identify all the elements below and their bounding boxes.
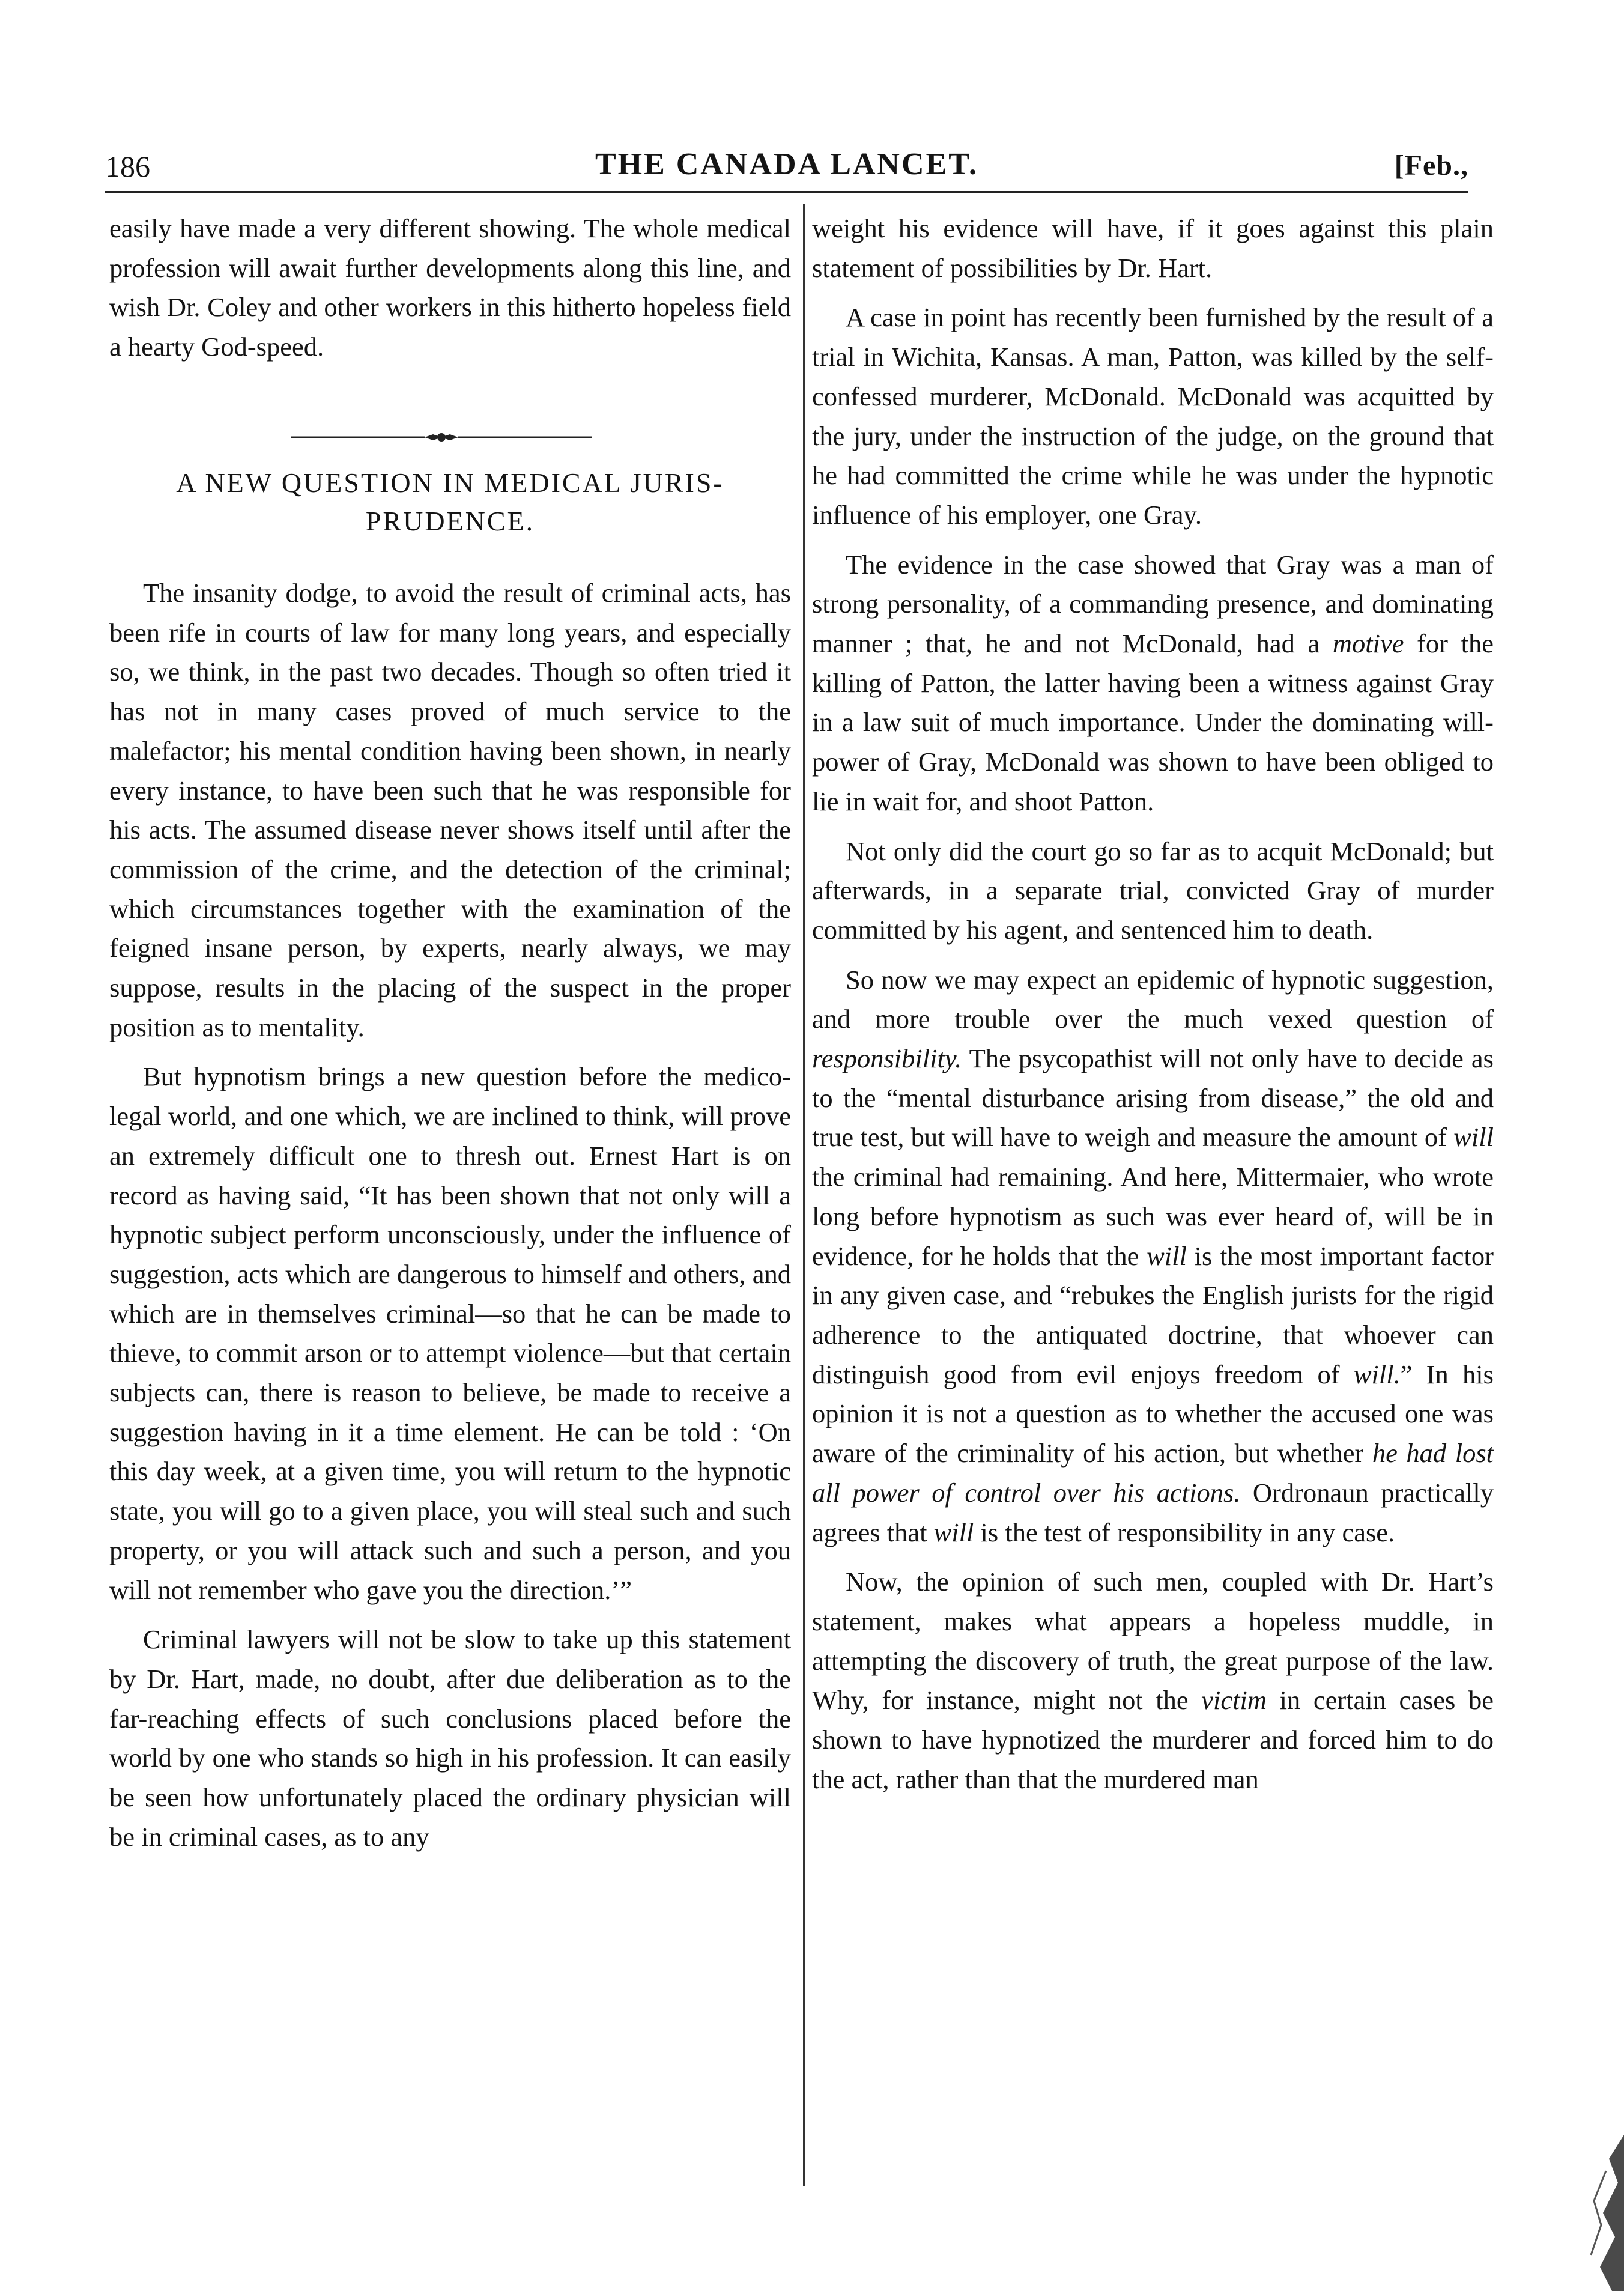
issue-month: [Feb., — [1394, 150, 1468, 181]
header-rule — [105, 191, 1468, 193]
running-header — [105, 143, 1468, 191]
paragraph-evidence-gray: The evidence in the case showed that Gray was a man of strong personality, of a commanding presence, and dominating manner ; that, he and not McDonald, had a motive for the killing of Patton, the latter having been a witness against Gray in a law suit of much importance. Under the dominating will-power of Gray, McDonald was shown to have been obliged to lie in wait for, and shoot Patton. — [812, 549, 1494, 816]
emphasis-victim: victim — [1201, 1685, 1267, 1716]
left-column-article — [109, 574, 791, 1857]
section-divider-ornament — [291, 431, 592, 443]
paragraph-wichita-case: A case in point has recently been furnished by the result of a trial in Wichita, Kansas. A man, Patton, was killed by the self-confessed murderer, McDonald. McDonald was acquitted by the jury, under the instruction of the judge, on the ground that he had committed the crime while he was under the hypnotic influence of his employer, one Gray. — [812, 302, 1494, 530]
emphasis-responsibility: responsibility. — [812, 1043, 962, 1074]
paragraph-criminal-lawyers: Criminal lawyers will not be slow to take up this statement by Dr. Hart, made, no doubt, after due deliberation as to the far-reaching effects of such conclusions placed before the world by one who stands so high in his profession. It can easily be seen how unfortunately placed the ordinary physician will be in criminal cases, as to any — [109, 1624, 791, 1852]
emphasis-will: will — [933, 1517, 974, 1547]
page-number: 186 — [105, 150, 150, 183]
paragraph-hopeless-muddle: Now, the opinion of such men, coupled with Dr. Hart’s statement, makes what appears a hopeless muddle, in attempting the discovery of truth, the great purpose of the law. Why, for instance, might not the victim in certain cases be shown to have hypnotized the murderer and forced him to do the act, rather than that the murdered man — [812, 1567, 1494, 1794]
continued-paragraph: easily have made a very different showing. The whole medical profession will await further developments along this line, and wish Dr. Coley and other workers in this hitherto hopeless field a hearty God-speed. — [109, 213, 791, 362]
paragraph-epidemic: So now we may expect an epidemic of hypnotic suggestion, and more trouble over the much vexed question of responsibility. The psycopathist will not only have to decide as to the “mental disturbance arising from disease,” the old and true test, but will have to weigh and measure the amount of will the criminal had remaining. And here, Mittermaier, who wrote long before hypnotism as such was ever heard of, will be in evidence, for he holds that the will is the most important factor in any given case, and “rebukes the English jurists for the rigid adherence to the antiquated doctrine, that whoever can distinguish good from evil enjoys freedom of will.” In his opinion it is not a question as to whether the accused one was aware of the criminality of his action, but whether he had lost all power of control over his actions. Ordronaun practically agrees that will is the test of responsibility in any case. — [812, 964, 1494, 1547]
paragraph-court-verdict: Not only did the court go so far as to acquit McDonald; but afterwards, in a separate trial, convicted Gray of murder committed by his agent, and sentenced him to death. — [812, 836, 1494, 945]
emphasis-will: will. — [1353, 1359, 1401, 1389]
article-title-line-2: PRUDENCE. — [365, 506, 535, 536]
article-title — [109, 464, 791, 541]
emphasis-lost-control: he had lost all power of control over his actions. — [812, 1438, 1494, 1508]
journal-title: THE CANADA LANCET. — [595, 147, 979, 181]
right-column — [812, 209, 1494, 1799]
paragraph-insanity-dodge: The insanity dodge, to avoid the result of criminal acts, has been rife in courts of law for many long years, and especially so, we think, in the past two decades. Though so often tried it has not in many cases proved of much service to the malefactor; his mental condition having been shown, in nearly every instance, to have been such that he was responsible for his acts. The assumed disease never shows itself until after the commission of the crime, and the detection of the criminal; which circumstances together with the examination of the feigned insane person, by experts, nearly always, we may suppose, results in the placing of the suspect in the proper position as to mentality. — [109, 578, 791, 1042]
left-column-intro — [109, 209, 791, 367]
emphasis-will: will — [1147, 1240, 1187, 1271]
article-title-line-1: A NEW QUESTION IN MEDICAL JURIS- — [176, 467, 724, 498]
scan-edge-mark — [1546, 2135, 1624, 2291]
column-divider — [803, 204, 805, 2186]
paragraph-hypnotism: But hypnotism brings a new question before the medico-legal world, and one which, we are inclined to think, will prove an extremely difficult one to thresh out. Ernest Hart is on record as having said, “It has been shown that not only will a hypnotic subject perform unconsciously, under the influence of suggestion, acts which are dangerous to himself and others, and which are in themselves criminal—so that he can be made to thieve, to commit arson or to attempt violence—but that certain subjects can, there is reason to believe, be made to receive a suggestion having in it a time element. He can be told : ‘On this day week, at a given time, you will return to the hypnotic state, you will go to a given place, you will steal such and such property, or you will attack such and such a person, and you will not remember who gave you the direction.’” — [109, 1061, 791, 1605]
emphasis-motive: motive — [1332, 628, 1404, 659]
paragraph-weight-of-evidence: weight his evidence will have, if it goes against this plain statement of possibilities by Dr. Hart. — [812, 213, 1494, 283]
emphasis-will: will — [1453, 1122, 1494, 1153]
